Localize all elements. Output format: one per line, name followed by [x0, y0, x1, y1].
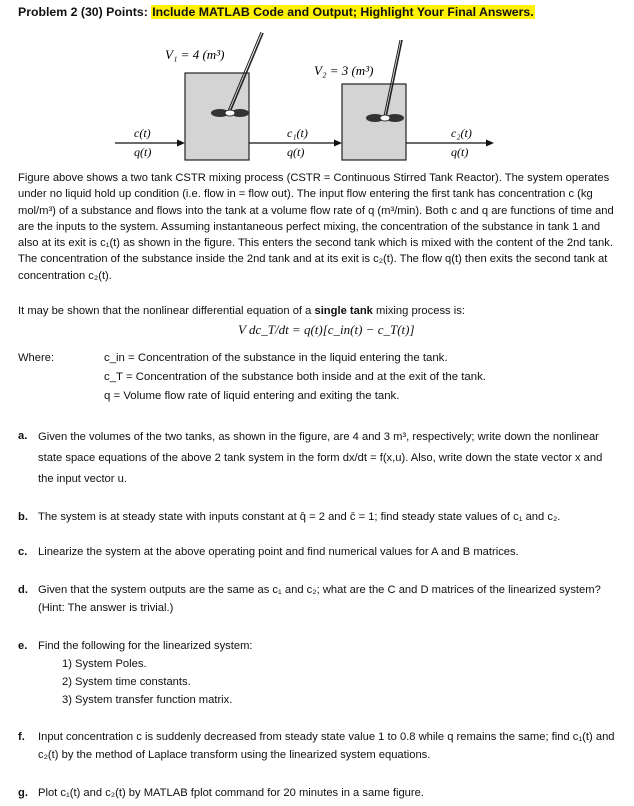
where-label: Where:: [18, 352, 55, 364]
tank-1-exit-concentration-label: c₁(t): [287, 126, 308, 140]
intro-paragraph: Figure above shows a two tank CSTR mixing process (CSTR = Continuous Stirred Tank Reactor). The system operates under no liquid hold up condition (i.e. flow in = flow out). The input flow entering the first tank has concentration c (kg mol/m³) of a substance and flows into the tank at a volume flow rate of q (m³/min). Both c and q are functions of time and are the inputs to the system. Assuming instantaneous perfect mixing, the concentration of the substance in tank 1 and also at its exit is c₁(t) as shown in the figure. This enters the second tank which is mixed with the content of the 2nd tank. The concentration of the substance inside the 2nd tank and at its exit is c₂(t). The flow q(t) then exits the second tank at concentration c₂(t).: [18, 172, 614, 282]
question-c: c. Linearize the system at the above operating point and find numerical values for A and B matrices.: [18, 546, 519, 558]
inlet-concentration-label: c(t): [134, 126, 151, 140]
tank-1-exit-flow-label: q(t): [287, 145, 305, 159]
question-b: b. The system is at steady state with inputs constant at q̄ = 2 and c̄ = 1; find steady state values of c₁ and c₂.: [18, 511, 561, 523]
model-intro: It may be shown that the nonlinear differential equation of a single tank mixing process is:: [18, 305, 465, 317]
question-a: a. Given the volumes of the two tanks, as shown in the figure, are 4 and 3 m³, respectively; write down the nonlinear state space equations of the above 2 tank system in the form dx/dt = f(x,u). Also, write down the state vector x and the input vector u.: [18, 430, 603, 485]
tank-2: [342, 84, 406, 160]
where-row-cin: c_in = Concentration of the substance in the liquid entering the tank.: [104, 352, 448, 364]
question-e-item-1: 1) System Poles.: [62, 658, 147, 670]
cstr-diagram: [0, 0, 634, 170]
inlet-arrowhead: [177, 140, 185, 147]
question-d: d. Given that the system outputs are the same as c₁ and c₂; what are the C and D matrices of the linearized system? (Hint: The answer is trivial.): [18, 584, 601, 614]
question-e: e. Find the following for the linearized system:: [18, 640, 253, 652]
question-e-item-2: 2) System time constants.: [62, 676, 191, 688]
inlet-flow-label: q(t): [134, 145, 152, 159]
tank-2-exit-flow-label: q(t): [451, 145, 469, 159]
problem-title-highlight: Include MATLAB Code and Output; Highlight Your Final Answers.: [152, 5, 534, 19]
question-g: g. Plot c₁(t) and c₂(t) by MATLAB fplot command for 20 minutes in a same figure.: [18, 787, 424, 799]
stirrer-2-impeller: [366, 114, 404, 122]
stirrer-1-impeller: [211, 109, 249, 117]
governing-equation: V dc_T/dt = q(t)[c_in(t) − c_T(t)]: [238, 322, 415, 337]
transfer-arrowhead: [334, 140, 342, 147]
where-row-ct: c_T = Concentration of the substance both inside and at the exit of the tank.: [104, 371, 486, 383]
tank-1-volume-label: V₁ = 4 (m³): [165, 47, 225, 62]
problem-title-prefix: Problem 2 (30) Points:: [18, 5, 152, 19]
question-e-item-3: 3) System transfer function matrix.: [62, 694, 233, 706]
where-row-q: q = Volume flow rate of liquid entering and exiting the tank.: [104, 390, 400, 402]
outlet-arrowhead: [486, 140, 494, 147]
tank-2-volume-label: V₂ = 3 (m³): [314, 63, 374, 78]
tank-2-exit-concentration-label: c₂(t): [451, 126, 472, 140]
question-f: f. Input concentration c is suddenly decreased from steady state value 1 to 0.8 while q remains the same; find c₁(t) and c₂(t) by the method of Laplace transform using the linearized system equations.: [18, 731, 615, 761]
